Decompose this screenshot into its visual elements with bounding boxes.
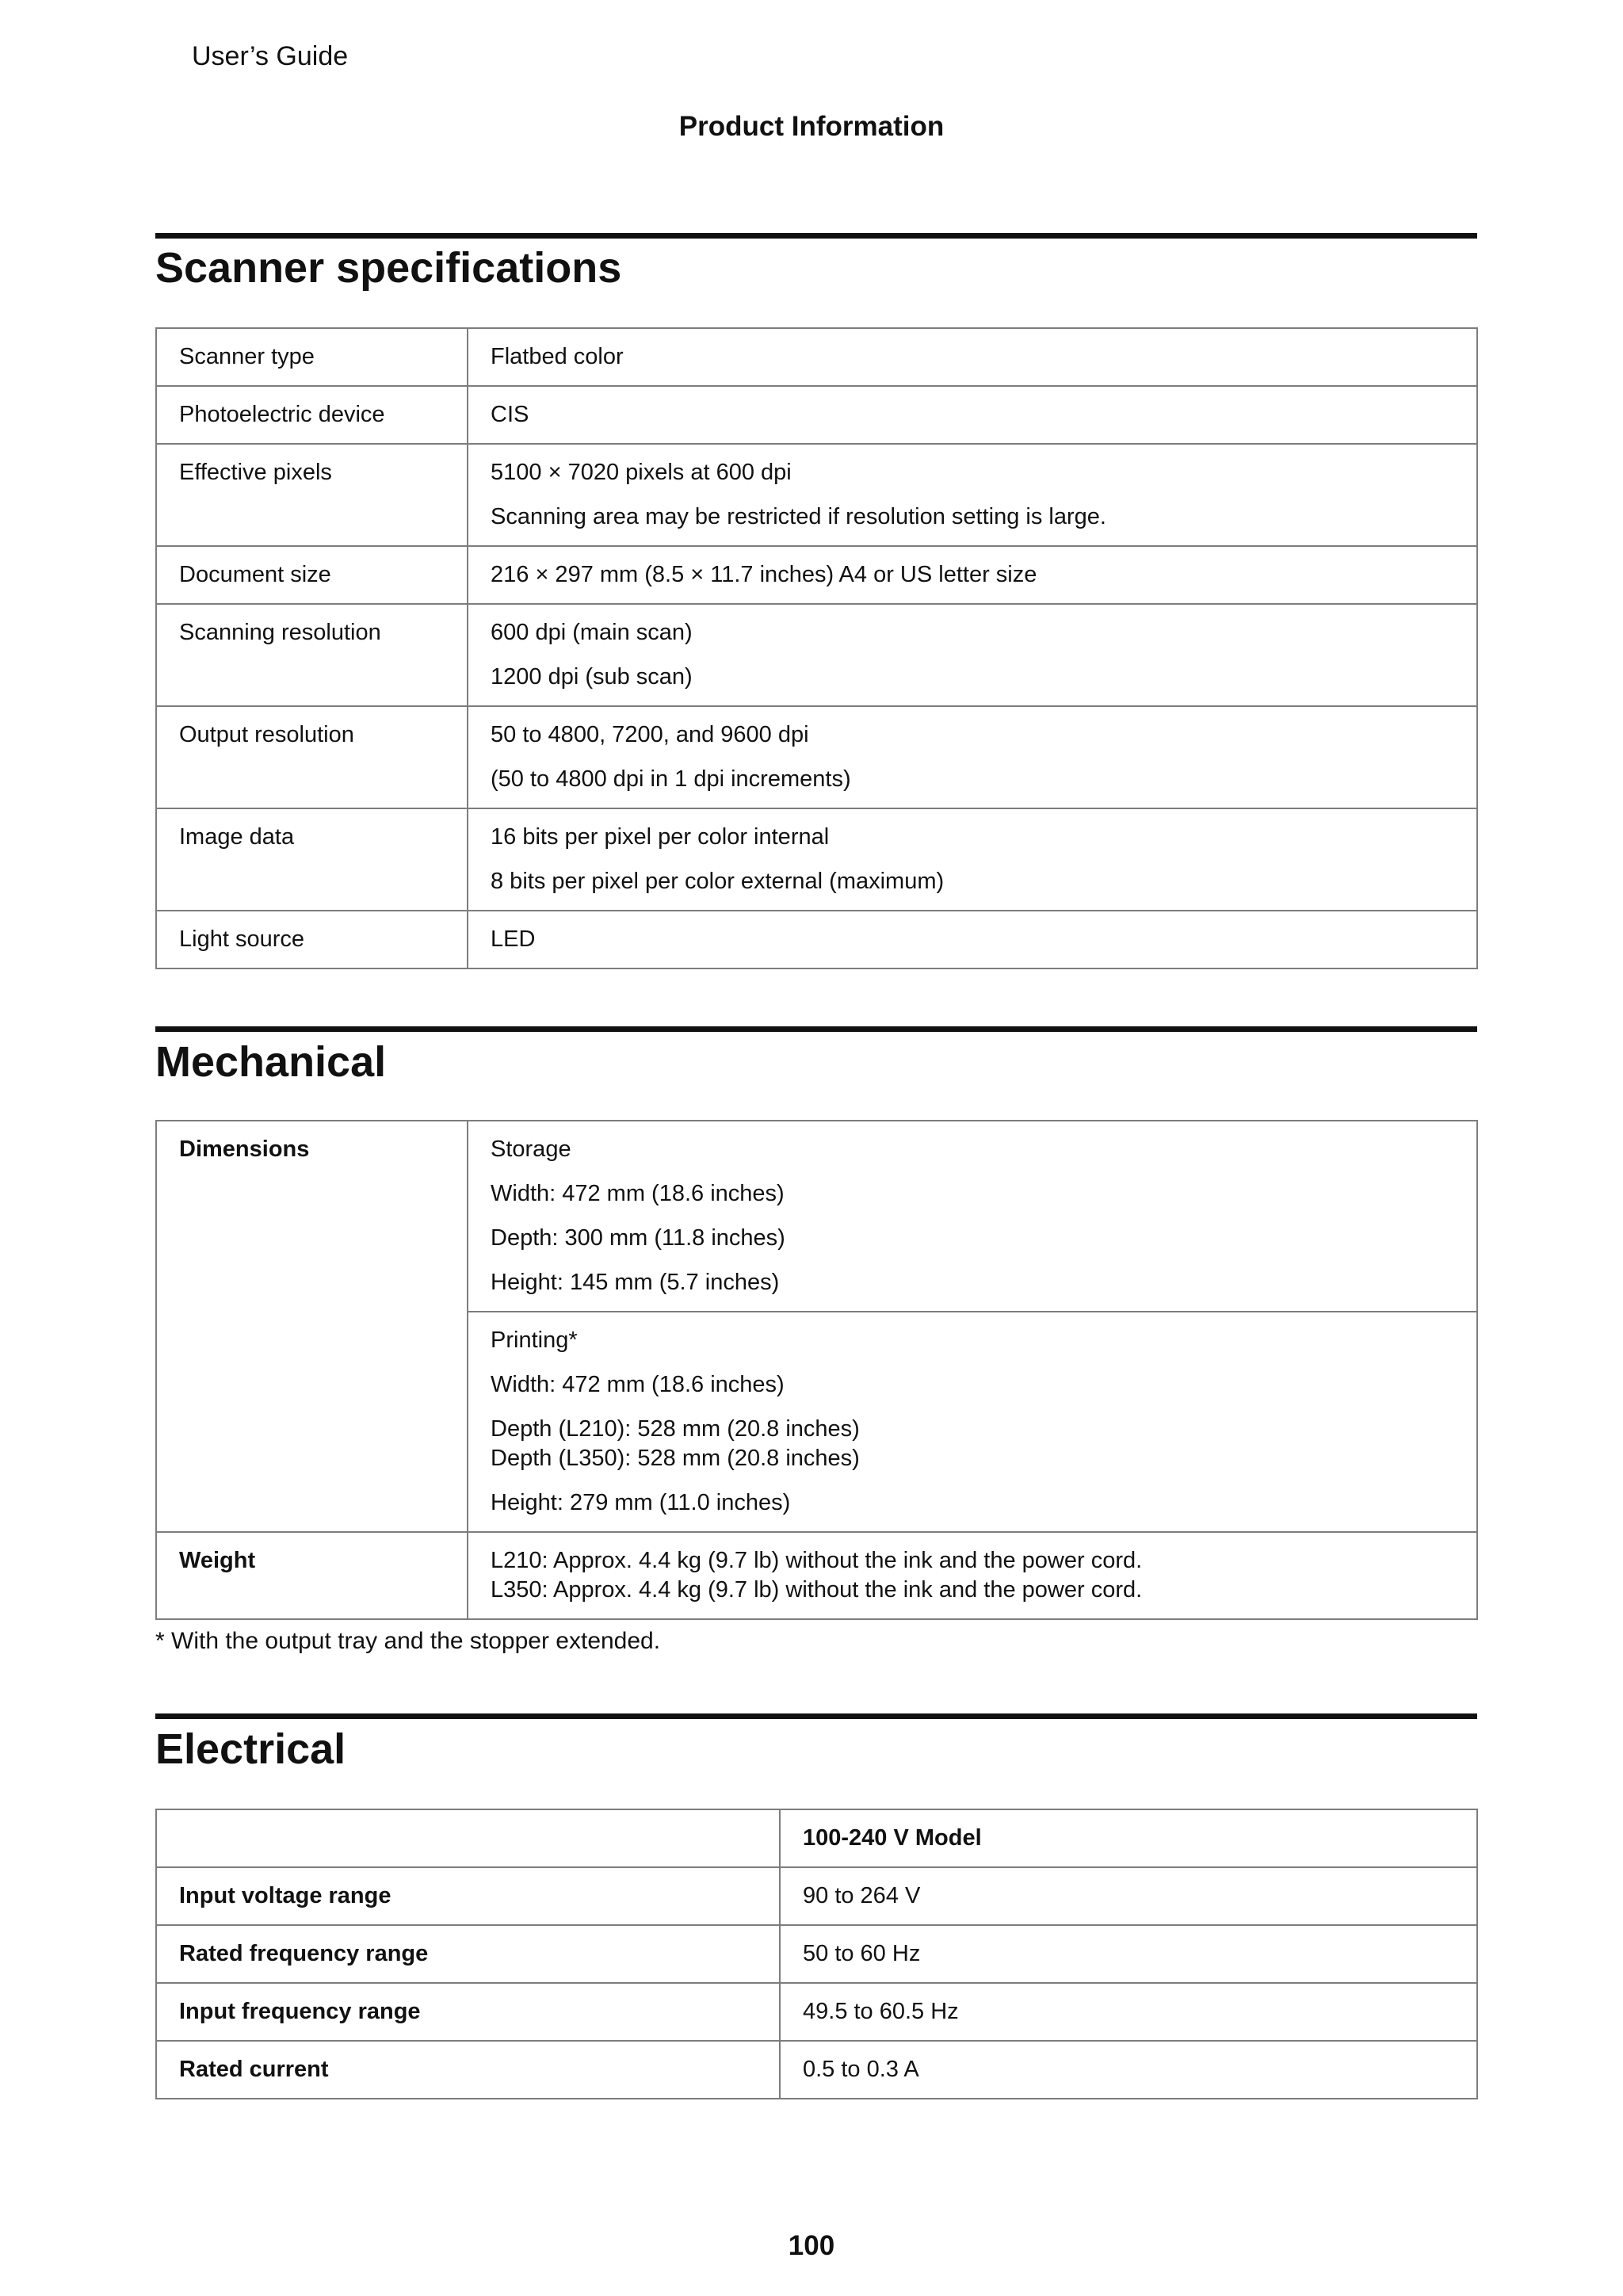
spec-value: Flatbed color <box>491 344 624 369</box>
spec-value: (50 to 4800 dpi in 1 dpi increments) <box>491 766 851 792</box>
table-row <box>156 546 1477 604</box>
weight-l210: L210: Approx. 4.4 kg (9.7 lb) without the ink and the power cord. <box>491 1548 1143 1573</box>
section-divider <box>155 1026 1477 1032</box>
weight-label-cell <box>156 1532 468 1619</box>
spec-label: Image data <box>179 824 295 850</box>
electrical-label: Input frequency range <box>179 1999 421 2024</box>
table-row <box>156 2041 1477 2099</box>
model-header-cell <box>780 1809 1477 1867</box>
spec-value-cell <box>468 444 1477 546</box>
spec-label-cell <box>156 604 468 706</box>
table-row <box>156 911 1477 968</box>
spec-value: LED <box>491 926 536 952</box>
table-row <box>156 604 1477 706</box>
storage-depth: Depth: 300 mm (11.8 inches) <box>491 1225 785 1251</box>
scanner-specifications-table <box>155 327 1478 969</box>
dimensions-label: Dimensions <box>179 1137 310 1162</box>
electrical-value: 0.5 to 0.3 A <box>803 2057 919 2082</box>
spec-value: 8 bits per pixel per color external (maximum) <box>491 869 945 894</box>
electrical-label: Rated current <box>179 2057 329 2082</box>
electrical-value: 50 to 60 Hz <box>803 1941 921 1966</box>
table-row <box>156 328 1477 386</box>
scanner-specifications-heading: Scanner specifications <box>155 244 622 292</box>
table-row <box>156 444 1477 546</box>
printing-width: Width: 472 mm (18.6 inches) <box>491 1372 785 1397</box>
table-row <box>156 1121 1477 1312</box>
spec-label: Output resolution <box>179 722 354 747</box>
weight-label: Weight <box>179 1548 256 1573</box>
document-title: User’s Guide <box>192 41 349 71</box>
spec-label: Light source <box>179 926 304 952</box>
spec-label: Effective pixels <box>179 460 332 485</box>
printing-height: Height: 279 mm (11.0 inches) <box>491 1490 791 1515</box>
storage-cell <box>468 1121 1477 1312</box>
model-header: 100-240 V Model <box>803 1825 982 1851</box>
electrical-label-cell <box>156 2041 780 2099</box>
table-header-row <box>156 1809 1477 1867</box>
electrical-value-cell <box>780 2041 1477 2099</box>
electrical-value-cell <box>780 1867 1477 1925</box>
table-row <box>156 1983 1477 2041</box>
electrical-label-cell <box>156 1983 780 2041</box>
printing-cell <box>468 1312 1477 1532</box>
spec-label: Scanning resolution <box>179 620 381 645</box>
spec-label-cell <box>156 808 468 911</box>
storage-height: Height: 145 mm (5.7 inches) <box>491 1270 780 1295</box>
electrical-label-cell <box>156 1867 780 1925</box>
printing-heading: Printing* <box>491 1328 578 1353</box>
table-row <box>156 1925 1477 1983</box>
weight-l350: L350: Approx. 4.4 kg (9.7 lb) without the ink and the power cord. <box>491 1577 1143 1603</box>
scanner-specifications-rows <box>156 328 1477 968</box>
spec-value: Scanning area may be restricted if resolution setting is large. <box>491 504 1106 529</box>
empty-header-cell <box>156 1809 780 1867</box>
spec-value: 16 bits per pixel per color internal <box>491 824 830 850</box>
table-row <box>156 1532 1477 1619</box>
electrical-value-cell <box>780 1925 1477 1983</box>
spec-label: Photoelectric device <box>179 402 385 427</box>
spec-label: Document size <box>179 562 331 587</box>
electrical-value: 49.5 to 60.5 Hz <box>803 1999 959 2024</box>
spec-value-cell <box>468 604 1477 706</box>
spec-label-cell <box>156 386 468 444</box>
section-divider <box>155 1713 1477 1719</box>
spec-value-cell <box>468 328 1477 386</box>
table-row <box>156 706 1477 808</box>
spec-label-cell <box>156 328 468 386</box>
spec-label-cell <box>156 546 468 604</box>
electrical-heading: Electrical <box>155 1725 346 1773</box>
printing-depth-l210: Depth (L210): 528 mm (20.8 inches) <box>491 1416 860 1442</box>
spec-label-cell <box>156 706 468 808</box>
spec-value: 5100 × 7020 pixels at 600 dpi <box>491 460 792 485</box>
spec-value: CIS <box>491 402 529 427</box>
spec-value-cell <box>468 706 1477 808</box>
table-row <box>156 1867 1477 1925</box>
spec-value-cell <box>468 386 1477 444</box>
section-divider <box>155 233 1477 239</box>
spec-value: 50 to 4800, 7200, and 9600 dpi <box>491 722 809 747</box>
mechanical-table <box>155 1120 1478 1620</box>
spec-label-cell <box>156 444 468 546</box>
storage-heading: Storage <box>491 1137 571 1162</box>
table-row <box>156 808 1477 911</box>
spec-value: 1200 dpi (sub scan) <box>491 664 693 690</box>
table-row <box>156 386 1477 444</box>
electrical-label: Rated frequency range <box>179 1941 429 1966</box>
spec-label: Scanner type <box>179 344 315 369</box>
page-number: 100 <box>788 2230 835 2261</box>
electrical-table <box>155 1809 1478 2099</box>
mechanical-heading: Mechanical <box>155 1038 387 1086</box>
spec-label-cell <box>156 911 468 968</box>
electrical-value-cell <box>780 1983 1477 2041</box>
spec-value: 600 dpi (main scan) <box>491 620 693 645</box>
spec-value-cell <box>468 808 1477 911</box>
electrical-value: 90 to 264 V <box>803 1883 921 1908</box>
printing-depth-l350: Depth (L350): 528 mm (20.8 inches) <box>491 1446 860 1471</box>
storage-width: Width: 472 mm (18.6 inches) <box>491 1181 785 1206</box>
weight-cell <box>468 1532 1477 1619</box>
spec-value: 216 × 297 mm (8.5 × 11.7 inches) A4 or US letter size <box>491 562 1037 587</box>
dimensions-label-cell <box>156 1121 468 1532</box>
section-heading: Product Information <box>678 111 945 142</box>
spec-value-cell <box>468 911 1477 968</box>
footnote: * With the output tray and the stopper extended. <box>155 1628 661 1654</box>
electrical-label-cell <box>156 1925 780 1983</box>
spec-value-cell <box>468 546 1477 604</box>
electrical-label: Input voltage range <box>179 1883 391 1908</box>
